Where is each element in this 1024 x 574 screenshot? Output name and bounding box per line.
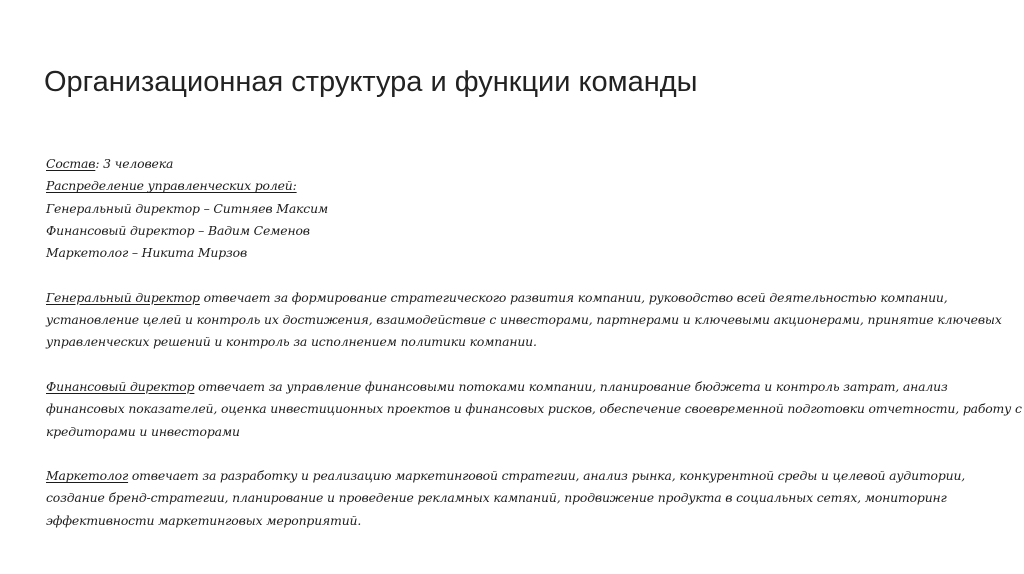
section-ceo-line-3: управленческих решений и контроль за исполнением политики компании. bbox=[46, 334, 537, 350]
composition-label: Состав bbox=[46, 156, 96, 171]
section-cfo-text-1: отвечает за управление финансовыми потоками компании, планирование бюджета и контроль затрат, анализ bbox=[194, 378, 948, 394]
spacer bbox=[46, 443, 991, 465]
slide-body bbox=[46, 153, 1022, 532]
composition-line bbox=[46, 153, 991, 175]
role-item-marketer: Маркетолог – Никита Мирзов bbox=[46, 245, 247, 261]
section-marketer-line-1 bbox=[46, 465, 991, 487]
section-marketer bbox=[46, 465, 991, 532]
section-marketer-line-2: создание бренд-стратегии, планирование и проведение рекламных кампаний, продвижение продукта в социальных сетях, мониторинг bbox=[46, 490, 947, 506]
section-ceo-line-1 bbox=[46, 287, 991, 309]
section-cfo bbox=[46, 376, 1022, 443]
spacer bbox=[46, 264, 991, 286]
section-ceo bbox=[46, 287, 1002, 354]
section-ceo-role: Генеральный директор bbox=[46, 289, 200, 305]
section-cfo-line-3: кредиторами и инвесторами bbox=[46, 423, 240, 439]
roles-heading: Распределение управленческих ролей: bbox=[46, 178, 297, 194]
spacer bbox=[46, 354, 991, 376]
section-marketer-role: Маркетолог bbox=[46, 468, 129, 484]
section-ceo-text-1: отвечает за формирование стратегического развития компании, руководство всей деятельностью компании, bbox=[199, 289, 948, 305]
composition-value: : 3 человека bbox=[95, 156, 174, 171]
section-marketer-text-1: отвечает за разработку и реализацию маркетинговой стратегии, анализ рынка, конкурентной среды и целевой аудитории, bbox=[128, 468, 966, 484]
section-ceo-line-2: установление целей и контроль их достижения, взаимодействие с инвесторами, партнерами и ключевыми акционерами, принятие ключевых bbox=[46, 312, 1002, 328]
section-cfo-line-1 bbox=[46, 376, 991, 398]
section-cfo-role: Финансовый директор bbox=[46, 378, 195, 394]
section-cfo-line-2: финансовых показателей, оценка инвестиционных проектов и финансовых рисков, обеспечение своевременной подготовки отчетности, работу с bbox=[46, 401, 1022, 417]
role-item-ceo: Генеральный директор – Ситняев Максим bbox=[46, 200, 329, 216]
role-item-cfo: Финансовый директор – Вадим Семенов bbox=[46, 222, 310, 238]
section-marketer-line-3: эффективности маркетинговых мероприятий. bbox=[46, 512, 362, 528]
slide-title: Организационная структура и функции команды bbox=[44, 66, 698, 98]
